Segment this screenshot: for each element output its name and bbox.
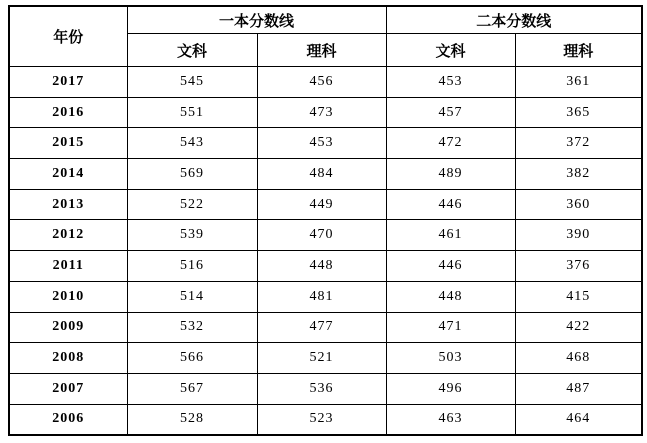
score-cell: 456 xyxy=(257,67,386,98)
score-cell: 472 xyxy=(386,128,515,159)
score-cell: 390 xyxy=(515,220,642,251)
score-cell: 489 xyxy=(386,159,515,190)
year-cell: 2006 xyxy=(9,404,127,435)
table-row xyxy=(9,220,642,251)
score-cell: 532 xyxy=(127,312,257,343)
year-cell: 2008 xyxy=(9,343,127,374)
table-header xyxy=(9,6,642,67)
year-cell: 2014 xyxy=(9,159,127,190)
table-row xyxy=(9,67,642,98)
score-cell: 360 xyxy=(515,189,642,220)
score-cell: 514 xyxy=(127,281,257,312)
score-cell: 522 xyxy=(127,189,257,220)
table-row xyxy=(9,404,642,435)
score-cell: 521 xyxy=(257,343,386,374)
score-cell: 464 xyxy=(515,404,642,435)
tier2-science-header: 理科 xyxy=(515,34,642,67)
table-row xyxy=(9,281,642,312)
score-cell: 496 xyxy=(386,373,515,404)
score-cell: 569 xyxy=(127,159,257,190)
score-cell: 365 xyxy=(515,97,642,128)
table-row xyxy=(9,159,642,190)
score-cell: 477 xyxy=(257,312,386,343)
table-row xyxy=(9,312,642,343)
tier2-liberal-arts-header: 文科 xyxy=(386,34,515,67)
tier1-liberal-arts-header: 文科 xyxy=(127,34,257,67)
table-row xyxy=(9,343,642,374)
score-cell: 382 xyxy=(515,159,642,190)
score-cell: 551 xyxy=(127,97,257,128)
score-cell: 536 xyxy=(257,373,386,404)
score-cell: 468 xyxy=(515,343,642,374)
score-cell: 487 xyxy=(515,373,642,404)
tier1-science-header: 理科 xyxy=(257,34,386,67)
year-column-header: 年份 xyxy=(9,6,127,67)
score-cell: 446 xyxy=(386,189,515,220)
score-cell: 448 xyxy=(386,281,515,312)
score-cell: 481 xyxy=(257,281,386,312)
score-cell: 523 xyxy=(257,404,386,435)
score-cell: 543 xyxy=(127,128,257,159)
table-row xyxy=(9,97,642,128)
score-cell: 453 xyxy=(386,67,515,98)
score-line-table xyxy=(8,5,643,436)
score-cell: 446 xyxy=(386,251,515,282)
score-cell: 473 xyxy=(257,97,386,128)
year-cell: 2016 xyxy=(9,97,127,128)
score-cell: 448 xyxy=(257,251,386,282)
score-cell: 471 xyxy=(386,312,515,343)
score-cell: 503 xyxy=(386,343,515,374)
year-cell: 2013 xyxy=(9,189,127,220)
score-cell: 453 xyxy=(257,128,386,159)
group-header-row xyxy=(9,6,642,34)
score-cell: 539 xyxy=(127,220,257,251)
tier1-group-header: 一本分数线 xyxy=(127,6,386,34)
table-row xyxy=(9,251,642,282)
table-body xyxy=(9,67,642,436)
score-cell: 470 xyxy=(257,220,386,251)
score-cell: 545 xyxy=(127,67,257,98)
score-cell: 376 xyxy=(515,251,642,282)
year-cell: 2007 xyxy=(9,373,127,404)
score-cell: 566 xyxy=(127,343,257,374)
table-row xyxy=(9,128,642,159)
year-cell: 2011 xyxy=(9,251,127,282)
score-cell: 415 xyxy=(515,281,642,312)
year-cell: 2010 xyxy=(9,281,127,312)
year-cell: 2009 xyxy=(9,312,127,343)
year-cell: 2012 xyxy=(9,220,127,251)
score-cell: 484 xyxy=(257,159,386,190)
table-row xyxy=(9,373,642,404)
table-row xyxy=(9,189,642,220)
score-cell: 361 xyxy=(515,67,642,98)
score-cell: 461 xyxy=(386,220,515,251)
score-cell: 457 xyxy=(386,97,515,128)
score-cell: 567 xyxy=(127,373,257,404)
year-cell: 2015 xyxy=(9,128,127,159)
score-cell: 463 xyxy=(386,404,515,435)
year-cell: 2017 xyxy=(9,67,127,98)
score-cell: 372 xyxy=(515,128,642,159)
score-cell: 528 xyxy=(127,404,257,435)
score-cell: 422 xyxy=(515,312,642,343)
score-cell: 449 xyxy=(257,189,386,220)
tier2-group-header: 二本分数线 xyxy=(386,6,642,34)
score-cell: 516 xyxy=(127,251,257,282)
